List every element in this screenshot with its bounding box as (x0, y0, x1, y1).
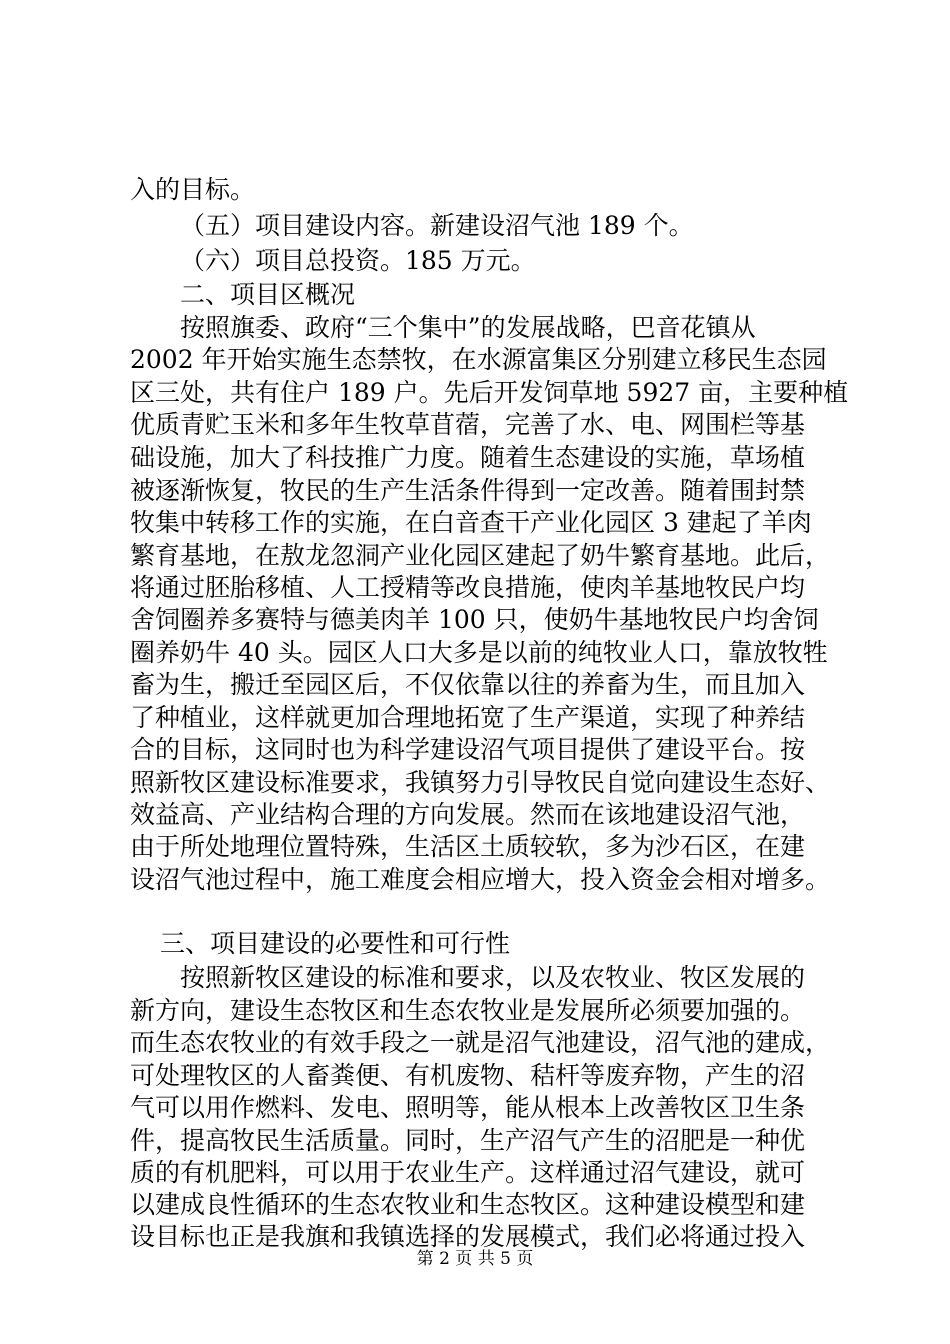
text-line: 效益高、产业结构合理的方向发展。然而在该地建设沼气池， (130, 800, 806, 829)
text-line: 础设施，加大了科技推广力度。随着生态建设的实施，草场植 (130, 443, 806, 472)
text-line: 件，提高牧民生活质量。同时，生产沼气产生的沼肥是一种优 (130, 1126, 806, 1155)
text-line: 将通过胚胎移植、人工授精等改良措施，使肉羊基地牧民户均 (130, 573, 806, 602)
text-line: 入的目标。 (130, 175, 256, 204)
text-line: 气可以用作燃料、发电、照明等，能从根本上改善牧区卫生条 (130, 1093, 806, 1122)
text-line: 区三处，共有住户 189 户。先后开发饲草地 5927 亩，主要种植 (130, 378, 849, 407)
text-line: 设目标也正是我旗和我镇选择的发展模式，我们必将通过投入 (130, 1222, 806, 1251)
text-line: 优质青贮玉米和多年生牧草苜蓿，完善了水、电、网围栏等基 (130, 410, 806, 439)
text-line: 按照新牧区建设的标准和要求，以及农牧业、牧区发展的 (180, 963, 806, 992)
text-line: 繁育基地，在敖龙忽洞产业化园区建起了奶牛繁育基地。此后， (130, 541, 831, 570)
section-heading: 三、项目建设的必要性和可行性 (160, 929, 511, 958)
text-line: 按照旗委、政府“三个集中”的发展战略，巴音花镇从 (180, 313, 756, 342)
text-line: 而生态农牧业的有效手段之一就是沼气池建设，沼气池的建成， (130, 1028, 831, 1057)
text-line: 以建成良性循环的生态农牧业和生态牧区。这种建设模型和建 (130, 1190, 806, 1219)
text-line: 可处理牧区的人畜粪便、有机废物、秸杆等废弃物，产生的沼 (130, 1061, 806, 1090)
text-line: 被逐渐恢复，牧民的生产生活条件得到一定改善。随着围封禁 (130, 476, 806, 505)
text-line: 新方向，建设生态牧区和生态农牧业是发展所必须要加强的。 (130, 996, 806, 1025)
text-line: 照新牧区建设标准要求，我镇努力引导牧民自觉向建设生态好、 (130, 768, 831, 797)
text-line: （六）项目总投资。185 万元。 (180, 246, 536, 275)
text-line: 牧集中转移工作的实施，在白音查干产业化园区 3 建起了羊肉 (130, 508, 812, 537)
text-line: （五）项目建设内容。新建设沼气池 189 个。 (180, 211, 694, 240)
text-line: 合的目标，这同时也为科学建设沼气项目提供了建设平台。按 (130, 735, 806, 764)
text-line: 圈养奶牛 40 头。园区人口大多是以前的纯牧业人口，靠放牧牲 (130, 638, 828, 667)
page-footer: 第 2 页 共 5 页 (416, 1249, 534, 1269)
text-line: 质的有机肥料，可以用于农业生产。这样通过沼气建设，就可 (130, 1158, 806, 1187)
text-line: 畜为生，搬迁至园区后，不仅依靠以往的养畜为生，而且加入 (130, 670, 806, 699)
text-line: 由于所处地理位置特殊，生活区土质较软，多为沙石区，在建 (130, 832, 806, 861)
text-line: 舍饲圈养多赛特与德美肉羊 100 只，使奶牛基地牧民户均舍饲 (130, 605, 819, 634)
text-line: 了种植业，这样就更加合理地拓宽了生产渠道，实现了种养结 (130, 703, 806, 732)
section-heading: 二、项目区概况 (180, 280, 356, 309)
text-line: 设沼气池过程中，施工难度会相应增大，投入资金会相对增多。 (130, 865, 831, 894)
text-line: 2002 年开始实施生态禁牧，在水源富集区分别建立移民生态园 (130, 345, 827, 374)
